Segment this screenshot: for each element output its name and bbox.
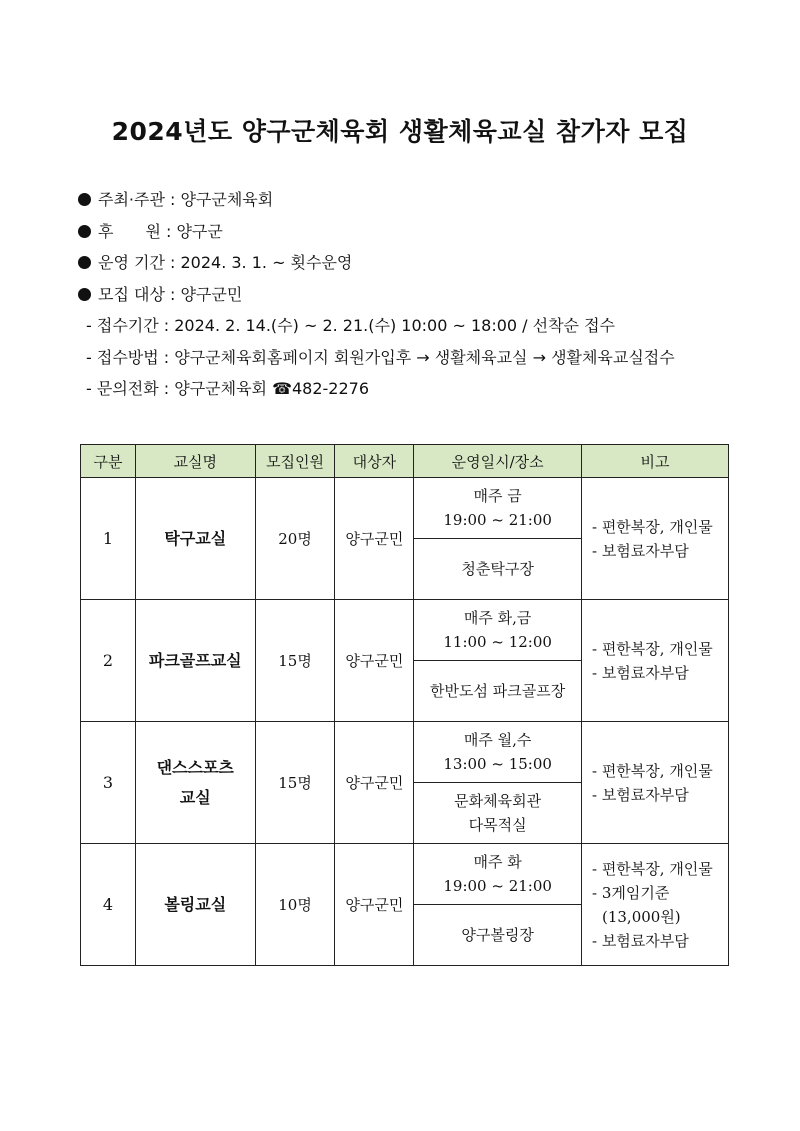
capacity: 15명 (255, 722, 335, 844)
header-class-name: 교실명 (135, 445, 255, 478)
schedule-day: 매주 금 (473, 487, 522, 505)
note-line: - 보험료자부담 (591, 785, 689, 804)
header-target: 대상자 (335, 445, 414, 478)
schedule (414, 844, 582, 905)
place-line: 다목적실 (468, 816, 527, 834)
target: 양구군민 (335, 844, 414, 966)
schedule (414, 600, 582, 661)
place (414, 539, 582, 600)
page-title: 2024년도 양구군체육회 생활체육교실 참가자 모집 (111, 117, 689, 146)
header-schedule-place: 운영일시/장소 (414, 445, 582, 478)
info-reception-period: - 접수기간 : 2024. 2. 14.(수) ~ 2. 21.(수) 10:00 ~ 18:00 / 선착순 접수 (86, 316, 616, 335)
row-number: 3 (81, 722, 136, 844)
capacity: 20명 (255, 478, 335, 600)
info-host-text: 주최·주관 : 양구군체육회 (98, 190, 274, 209)
capacity: 10명 (255, 844, 335, 966)
class-name (135, 478, 255, 600)
notes (581, 478, 728, 600)
schedule-time: 19:00 ~ 21:00 (443, 511, 552, 529)
capacity: 15명 (255, 600, 335, 722)
program-table (80, 444, 729, 966)
info-contact: - 문의전화 : 양구군체육회 ☎482-2276 (86, 379, 370, 398)
row-number: 1 (81, 478, 136, 600)
place (414, 905, 582, 966)
note-line: - 3게임기준 (591, 883, 670, 902)
schedule-time: 19:00 ~ 21:00 (443, 877, 552, 895)
info-period-text: 운영 기간 : 2024. 3. 1. ~ 횟수운영 (98, 253, 353, 272)
header-notes: 비고 (581, 445, 728, 478)
note-line: - 보험료자부담 (591, 663, 689, 682)
info-period (78, 247, 675, 279)
note-line: - 보험료자부담 (591, 541, 689, 560)
class-name-line: 교실 (179, 787, 211, 807)
schedule (414, 722, 582, 783)
class-name-line: 볼링교실 (164, 894, 227, 914)
bullet-icon (78, 225, 91, 238)
bullet-icon (78, 256, 91, 269)
class-name (135, 600, 255, 722)
schedule-day: 매주 월,수 (463, 731, 532, 749)
table-row (81, 600, 729, 661)
header-category: 구분 (81, 445, 136, 478)
target: 양구군민 (335, 600, 414, 722)
place-line: 한반도섬 파크골프장 (430, 682, 566, 700)
notes (581, 600, 728, 722)
schedule-time: 13:00 ~ 15:00 (443, 755, 552, 773)
class-name-line: 댄스스포츠 (156, 757, 234, 777)
note-line: - 보험료자부담 (591, 931, 689, 950)
info-target (78, 279, 675, 311)
class-name-line: 탁구교실 (164, 528, 227, 548)
note-line: - 편한복장, 개인물 (591, 517, 713, 536)
note-line: - 편한복장, 개인물 (591, 639, 713, 658)
info-section (78, 184, 675, 405)
class-name (135, 722, 255, 844)
row-number: 4 (81, 844, 136, 966)
place-line: 문화체육회관 (454, 792, 542, 810)
note-line: - 편한복장, 개인물 (591, 859, 713, 878)
target: 양구군민 (335, 722, 414, 844)
place (414, 783, 582, 844)
place (414, 661, 582, 722)
schedule-day: 매주 화 (473, 853, 522, 871)
target: 양구군민 (335, 478, 414, 600)
bullet-icon (78, 193, 91, 206)
schedule-day: 매주 화,금 (463, 609, 532, 627)
info-reception-method: - 접수방법 : 양구군체육회홈페이지 회원가입후 → 생활체육교실 → 생활체육교실접수 (86, 347, 675, 367)
schedule-time: 11:00 ~ 12:00 (443, 633, 552, 651)
note-line: (13,000원) (601, 907, 681, 926)
notes (581, 722, 728, 844)
info-sponsor (78, 216, 675, 248)
class-name-line: 파크골프교실 (148, 650, 242, 670)
place-line: 양구볼링장 (461, 926, 534, 944)
info-target-text: 모집 대상 : 양구군민 (98, 284, 243, 304)
schedule (414, 478, 582, 539)
info-sponsor-text: 후 원 : 양구군 (98, 221, 223, 241)
table-header-row (81, 445, 729, 478)
table-row (81, 722, 729, 783)
class-name (135, 844, 255, 966)
table-row (81, 844, 729, 905)
header-capacity: 모집인원 (255, 445, 335, 478)
row-number: 2 (81, 600, 136, 722)
note-line: - 편한복장, 개인물 (591, 761, 713, 780)
table-row (81, 478, 729, 539)
info-host (78, 184, 675, 216)
place-line: 청춘탁구장 (461, 560, 534, 578)
notes (581, 844, 728, 966)
bullet-icon (78, 288, 91, 301)
